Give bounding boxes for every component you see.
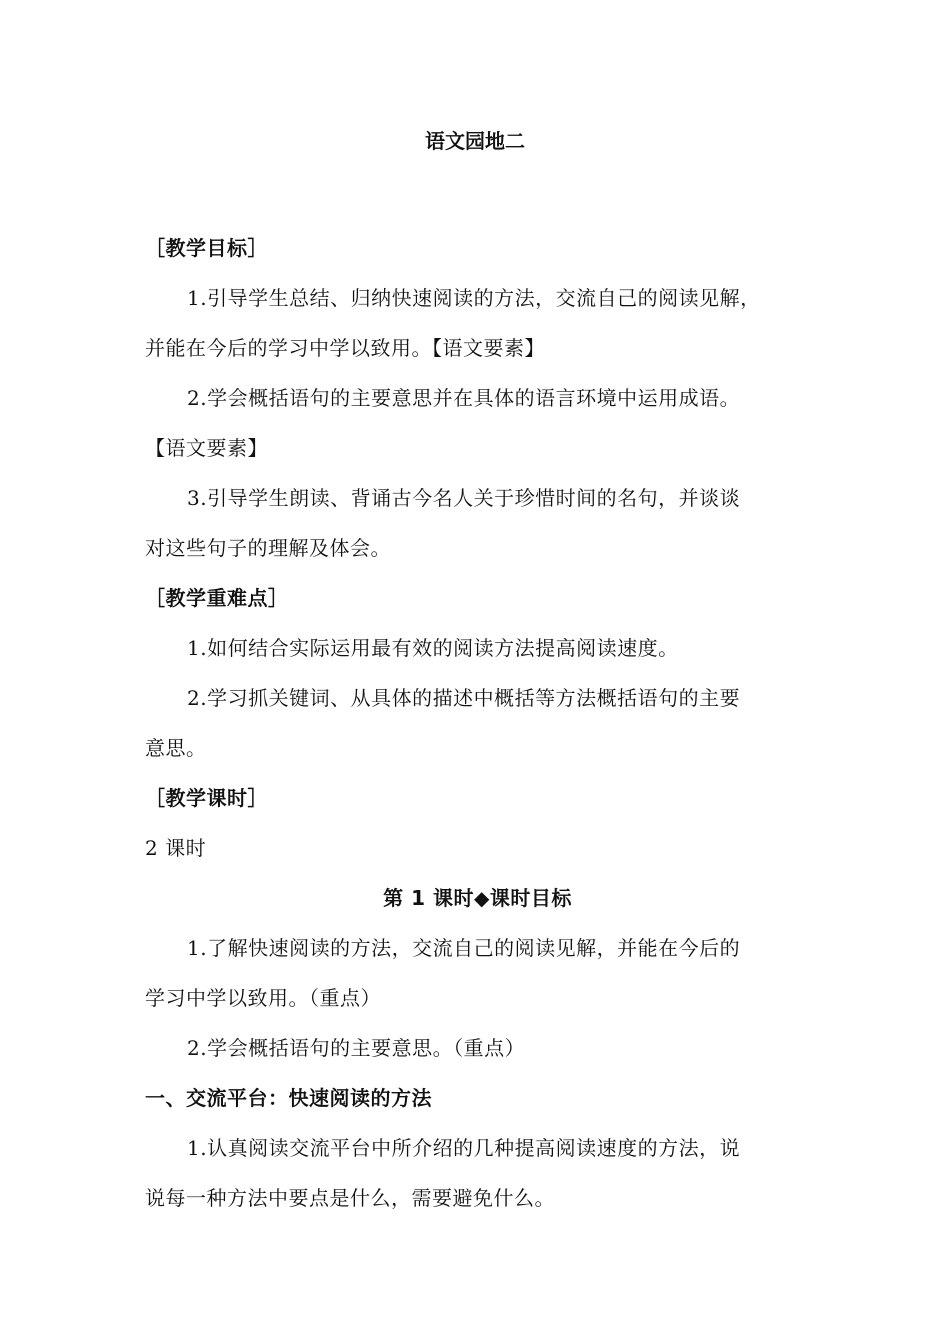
lesson1-goal-2-line-1: 2.学会概括语句的主要意思。（重点）: [187, 1036, 526, 1060]
lesson1-goal-1-line-1: 1.了解快速阅读的方法，交流自己的阅读见解，并能在今后的: [187, 936, 741, 960]
objective-1-line-2: 并能在今后的学习中学以致用。【语文要素】: [145, 336, 545, 360]
document-body: [145, 223, 810, 1223]
objective-3-line-2: 对这些句子的理解及体会。: [145, 536, 391, 560]
periods-value: 2 课时: [145, 836, 207, 860]
objective-2-line-1: 2.学会概括语句的主要意思并在具体的语言环境中运用成语。: [187, 386, 741, 410]
key-points-heading: ［教学重难点］: [145, 586, 289, 610]
key-point-2-line-1: 2.学习抓关键词、从具体的描述中概括等方法概括语句的主要: [187, 686, 741, 710]
objective-1-line-1: 1.引导学生总结、归纳快速阅读的方法，交流自己的阅读见解，: [187, 286, 761, 310]
objectives-heading: ［教学目标］: [145, 236, 268, 260]
part1-item-1-line-2: 说每一种方法中要点是什么，需要避免什么。: [145, 1186, 555, 1210]
part1-heading: 一、交流平台：快速阅读的方法: [145, 1086, 432, 1110]
objective-3-line-1: 3.引导学生朗读、背诵古今名人关于珍惜时间的名句，并谈谈: [187, 486, 741, 510]
objective-2-line-2: 【语文要素】: [145, 436, 268, 460]
document-title: 语文园地二: [425, 129, 525, 153]
periods-heading: ［教学课时］: [145, 786, 268, 810]
lesson1-goal-1-line-2: 学习中学以致用。（重点）: [145, 986, 381, 1010]
key-point-2-line-2: 意思。: [145, 736, 207, 760]
part1-item-1-line-1: 1.认真阅读交流平台中所介绍的几种提高阅读速度的方法，说: [187, 1136, 741, 1160]
lesson1-heading: 第 1 课时◆课时目标: [383, 886, 572, 910]
key-point-1-line-1: 1.如何结合实际运用最有效的阅读方法提高阅读速度。: [187, 636, 679, 660]
